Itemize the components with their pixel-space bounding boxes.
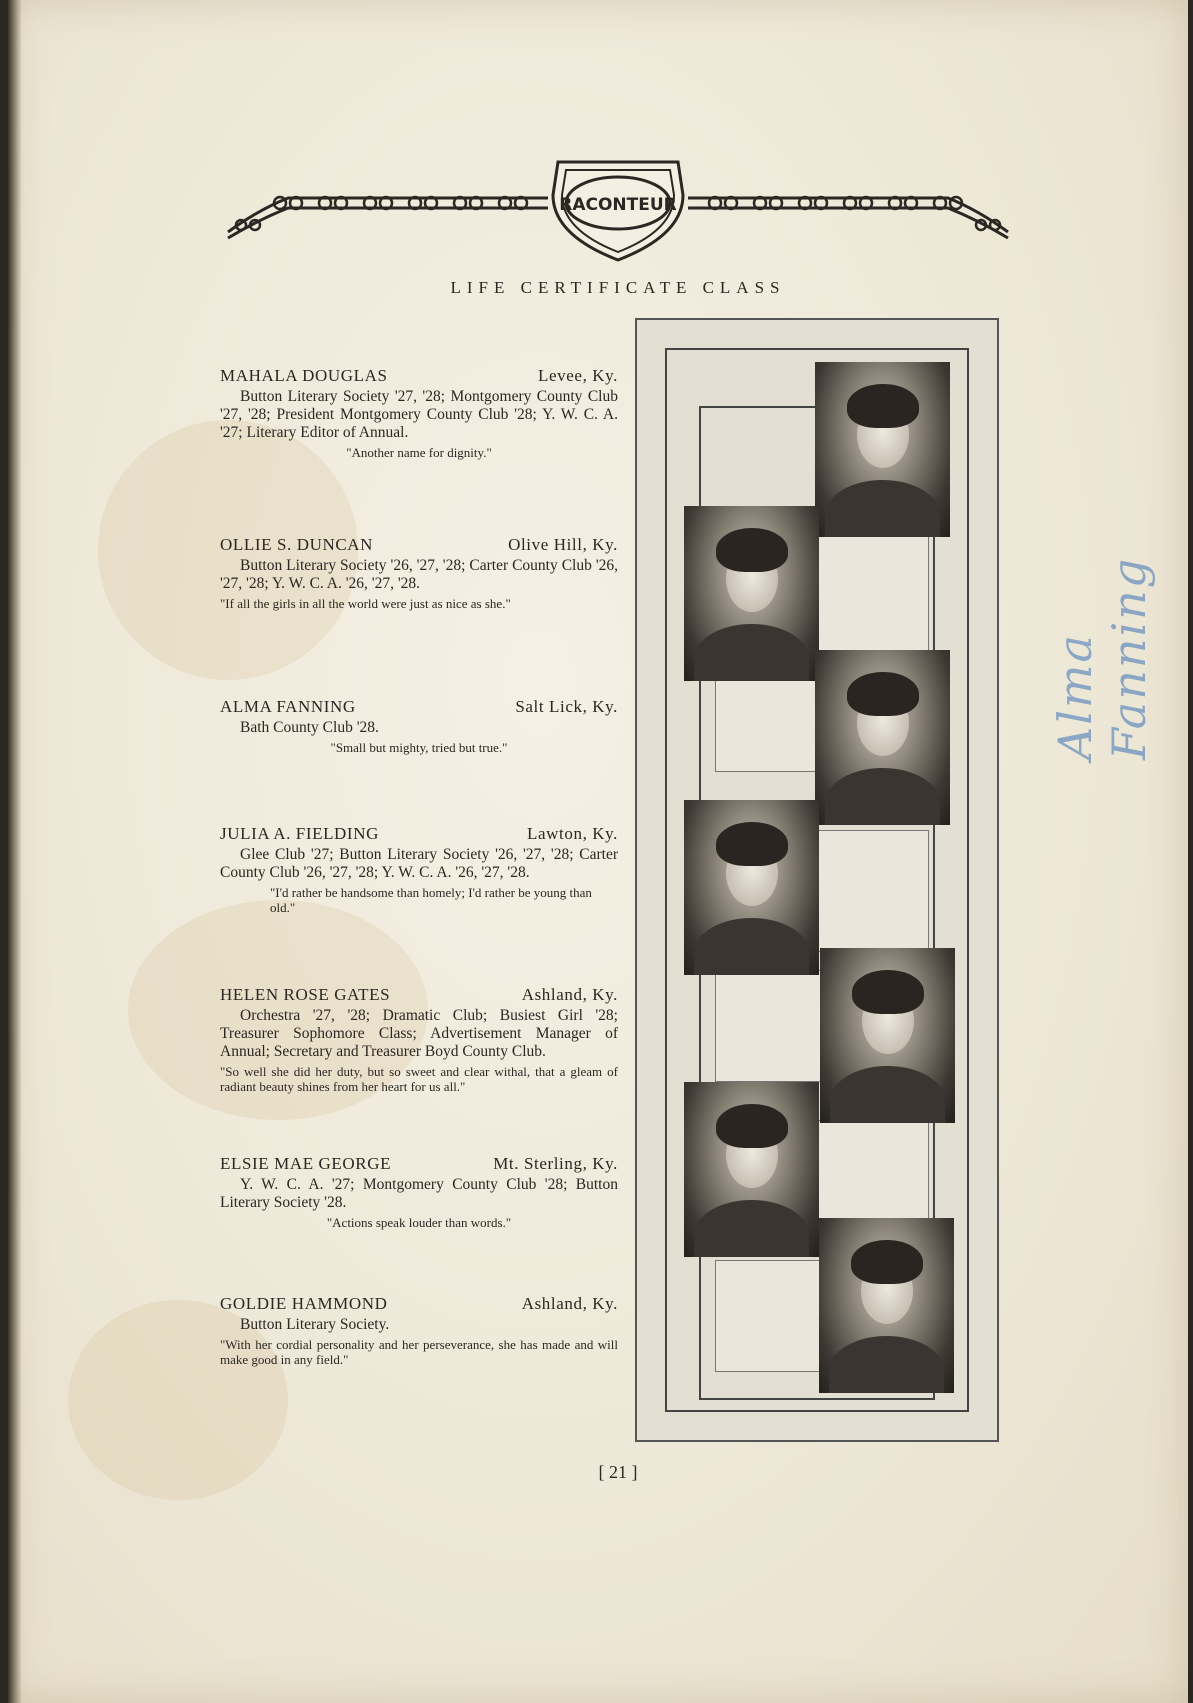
- student-hometown: Salt Lick, Ky.: [515, 697, 618, 716]
- student-entry: [220, 1154, 618, 1230]
- student-name: HELEN ROSE GATES: [220, 985, 391, 1004]
- student-entry: [220, 535, 618, 611]
- student-motto: "Small but mighty, tried but true.": [330, 740, 508, 755]
- student-activities: Bath County Club '28.: [240, 719, 379, 736]
- student-entry: [220, 697, 618, 755]
- student-motto: "I'd rather be handsome than homely; I'd rather be young than old.": [270, 885, 592, 915]
- student-motto: "If all the girls in all the world were just as nice as she.": [220, 596, 511, 611]
- portrait-panel: [635, 318, 999, 1442]
- student-entry: [220, 366, 618, 460]
- portrait-photo: [815, 362, 950, 537]
- student-hometown: Olive Hill, Ky.: [508, 535, 618, 554]
- blank-card: [715, 670, 827, 772]
- student-entry: [220, 985, 618, 1094]
- student-motto: "So well she did her duty, but so sweet and clear withal, that a gleam of radiant beauty shines from her heart for us all.": [220, 1064, 618, 1094]
- portrait-photo: [815, 650, 950, 825]
- student-name: JULIA A. FIELDING: [220, 824, 379, 843]
- blank-card: [817, 1120, 929, 1232]
- yearbook-page: [8, 0, 1188, 1703]
- portrait-photo: [684, 800, 819, 975]
- emblem-text: RACONTEUR: [559, 195, 677, 215]
- student-motto: "With her cordial personality and her perseverance, she has made and will make good in any field.": [220, 1337, 618, 1367]
- student-activities: Glee Club '27; Button Literary Society '26, '27, '28; Carter County Club '26, '27, '28; Y. W. C. A. '26, '27, '28.: [220, 846, 618, 881]
- portrait-photo: [684, 506, 819, 681]
- handwritten-note: Alma Fanning: [1048, 556, 1156, 760]
- student-name: ALMA FANNING: [220, 697, 356, 716]
- student-activities: Button Literary Society.: [240, 1316, 390, 1333]
- student-hometown: Ashland, Ky.: [521, 985, 618, 1004]
- student-name: OLLIE S. DUNCAN: [220, 535, 374, 554]
- student-motto: "Another name for dignity.": [346, 445, 492, 460]
- student-hometown: Levee, Ky.: [538, 366, 618, 385]
- portrait-photo: [820, 948, 955, 1123]
- student-name: MAHALA DOUGLAS: [220, 366, 388, 385]
- student-name: GOLDIE HAMMOND: [220, 1294, 388, 1313]
- student-hometown: Mt. Sterling, Ky.: [493, 1154, 618, 1173]
- student-name: ELSIE MAE GEORGE: [220, 1154, 392, 1173]
- blank-card: [817, 830, 929, 952]
- blank-card: [715, 970, 827, 1082]
- page-number: [ 21 ]: [598, 1462, 638, 1482]
- student-activities: Y. W. C. A. '27; Montgomery County Club '28; Button Literary Society '28.: [220, 1176, 618, 1211]
- student-activities: Button Literary Society '26, '27, '28; Carter County Club '26, '27, '28; Y. W. C. A. '26, '27, '28.: [220, 557, 618, 592]
- student-hometown: Ashland, Ky.: [521, 1294, 618, 1313]
- portrait-photo: [684, 1082, 819, 1257]
- section-title: LIFE CERTIFICATE CLASS: [450, 278, 786, 297]
- student-activities: Orchestra '27, '28; Dramatic Club; Busiest Girl '28; Treasurer Sophomore Class; Advertisement Manager of Annual; Secretary and Treasurer Boyd County Club.: [220, 1007, 618, 1060]
- student-motto: "Actions speak louder than words.": [326, 1215, 512, 1230]
- student-hometown: Lawton, Ky.: [527, 824, 618, 843]
- blank-card: [715, 1260, 827, 1372]
- blank-card: [817, 530, 929, 652]
- spine-edge: [8, 0, 22, 1703]
- student-entry: [220, 824, 618, 915]
- portrait-photo: [819, 1218, 954, 1393]
- student-activities: Button Literary Society '27, '28; Montgomery County Club '27, '28; President Montgomery County Club '28; Y. W. C. A. '27; Literary Editor of Annual.: [220, 388, 618, 441]
- student-entry: [220, 1294, 618, 1367]
- raconteur-header-ornament: [218, 150, 1018, 270]
